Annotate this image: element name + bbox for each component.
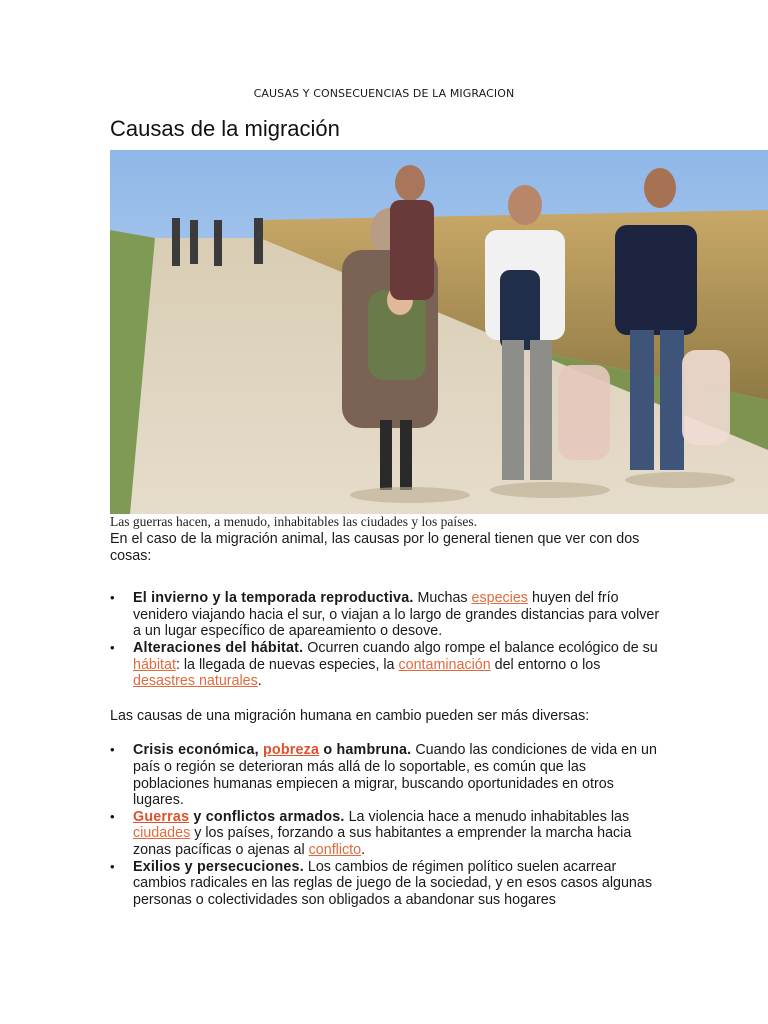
list-item xyxy=(110,640,665,690)
item-text: Muchas xyxy=(413,590,472,607)
list-item xyxy=(110,859,665,909)
human-intro-paragraph: Las causas de una migración humana en cambio pueden ser más diversas: xyxy=(110,707,590,724)
list-item xyxy=(110,742,665,808)
animal-causes-list xyxy=(110,590,665,690)
link-guerras[interactable]: Guerras xyxy=(133,808,190,825)
item-text: : la llegada de nuevas especies, la xyxy=(175,656,399,673)
link-pobreza[interactable]: pobreza xyxy=(262,742,320,759)
migrants-photo xyxy=(110,150,768,514)
photo-caption: Las guerras hacen, a menudo, inhabitables las ciudades y los países. xyxy=(110,514,478,529)
page-title: CAUSAS Y CONSECUENCIAS DE LA MIGRACION xyxy=(253,87,515,100)
list-item xyxy=(110,590,665,640)
item-text: Los cambios de régimen político suelen acarrear cambios radicales en las reglas de juego de la sociedad, y en esos casos algunas personas o colectividades son obligados a abandonar sus hogares xyxy=(133,858,652,908)
item-title: y conflictos armados. xyxy=(189,808,345,825)
item-text: del entorno o los xyxy=(490,656,601,673)
section-heading: Causas de la migración xyxy=(110,116,340,141)
item-text: y los países, forzando a sus habitantes a emprender la marcha hacia zonas pacíficas o ajenas al xyxy=(133,825,632,858)
list-item xyxy=(110,809,665,859)
intro-paragraph: En el caso de la migración animal, las causas por lo general tienen que ver con dos cosas: xyxy=(110,531,640,564)
item-title: Crisis económica, xyxy=(133,742,263,759)
link-conflicto[interactable]: conflicto xyxy=(308,841,362,858)
item-text: Cuando las condiciones de vida en un país o región se deterioran más allá de lo soportable, es común que las poblaciones humanas empiecen a migrar, buscando oportunidades en otros lugares. xyxy=(133,742,657,809)
item-title: El invierno y la temporada reproductiva. xyxy=(133,590,414,607)
item-text: La violencia hace a menudo inhabitables las xyxy=(344,808,630,825)
article-body xyxy=(110,531,665,908)
item-text: huyen del frío venidero viajando hacia el sur, o viajan a lo largo de grandes distancias para volver a un lugar específico de apareamiento o desove. xyxy=(133,590,660,640)
human-causes-list xyxy=(110,742,665,908)
link-ciudades[interactable]: ciudades xyxy=(133,825,191,842)
item-text: . xyxy=(361,841,366,858)
item-title: Alteraciones del hábitat. xyxy=(133,639,304,656)
link-habitat[interactable]: hábitat xyxy=(133,656,176,673)
item-title: o hambruna. xyxy=(319,742,412,759)
item-title: Exilios y persecuciones. xyxy=(133,858,304,875)
link-desastres-naturales[interactable]: desastres naturales xyxy=(133,673,258,690)
item-text: Ocurren cuando algo rompe el balance ecológico de su xyxy=(303,639,658,656)
link-especies[interactable]: especies xyxy=(471,590,528,607)
link-contaminacion[interactable]: contaminación xyxy=(398,656,491,673)
item-text: . xyxy=(257,673,262,690)
